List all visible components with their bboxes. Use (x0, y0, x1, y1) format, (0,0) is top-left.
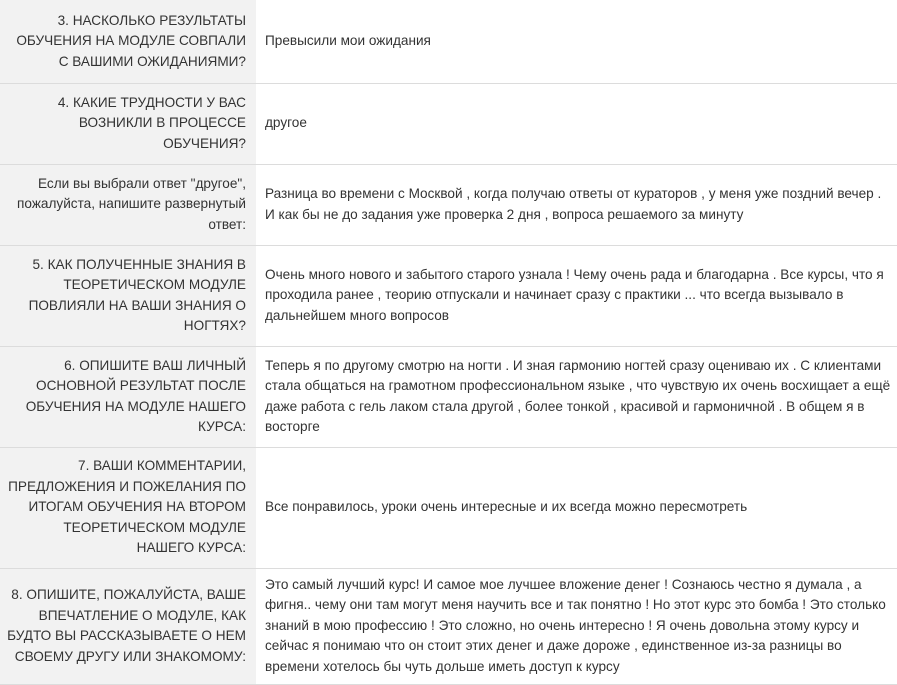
question-cell: 4. КАКИЕ ТРУДНОСТИ У ВАС ВОЗНИКЛИ В ПРОЦЕССЕ ОБУЧЕНИЯ? (0, 83, 256, 164)
question-cell: 3. НАСКОЛЬКО РЕЗУЛЬТАТЫ ОБУЧЕНИЯ НА МОДУЛЕ СОВПАЛИ С ВАШИМИ ОЖИДАНИЯМИ? (0, 0, 256, 83)
table-row (0, 346, 897, 447)
table-row (0, 245, 897, 346)
table-row (0, 568, 897, 684)
answer-cell: Это самый лучший курс! И самое мое лучшее вложение денег ! Сознаюсь честно я думала , а фигня.. чему они там могут меня научить все и так понятно ! Но этот курс это бомба ! Это столько знаний в мою профессию ! Это сложно, но очень интересно ! Я очень довольна этому курсу и сейчас я понимаю что он стоит этих денег и даже дороже , единственное из-за разницы во времени хотелось бы чуть дольше иметь доступ к курсу (256, 568, 897, 684)
answer-cell: другое (256, 83, 897, 164)
question-cell: 5. КАК ПОЛУЧЕННЫЕ ЗНАНИЯ В ТЕОРЕТИЧЕСКОМ МОДУЛЕ ПОВЛИЯЛИ НА ВАШИ ЗНАНИЯ О НОГТЯХ? (0, 245, 256, 346)
table-row (0, 164, 897, 245)
question-cell: 7. ВАШИ КОММЕНТАРИИ, ПРЕДЛОЖЕНИЯ И ПОЖЕЛАНИЯ ПО ИТОГАМ ОБУЧЕНИЯ НА ВТОРОМ ТЕОРЕТИЧЕСКОМ МОДУЛЕ НАШЕГО КУРСА: (0, 447, 256, 568)
table-row (0, 447, 897, 568)
answer-cell: Теперь я по другому смотрю на ногти . И зная гармонию ногтей сразу оцениваю их . С клиентами стала общаться на грамотном профессиональном языке , что чувствую их очень восхищает а ещё даже работа с гель лаком стала другой , более тонкой , красивой и гармоничной . В общем я в восторге (256, 346, 897, 447)
table-row (0, 83, 897, 164)
answer-cell: Превысили мои ожидания (256, 0, 897, 83)
question-cell: Если вы выбрали ответ "другое", пожалуйста, напишите развернутый ответ: (0, 164, 256, 245)
question-cell: 8. ОПИШИТЕ, ПОЖАЛУЙСТА, ВАШЕ ВПЕЧАТЛЕНИЕ О МОДУЛЕ, КАК БУДТО ВЫ РАССКАЗЫВАЕТЕ О НЕМ СВОЕМУ ДРУГУ ИЛИ ЗНАКОМОМУ: (0, 568, 256, 684)
question-cell: 6. ОПИШИТЕ ВАШ ЛИЧНЫЙ ОСНОВНОЙ РЕЗУЛЬТАТ ПОСЛЕ ОБУЧЕНИЯ НА МОДУЛЕ НАШЕГО КУРСА: (0, 346, 256, 447)
answer-cell: Все понравилось, уроки очень интересные и их всегда можно пересмотреть (256, 447, 897, 568)
answer-cell: Очень много нового и забытого старого узнала ! Чему очень рада и благодарна . Все курсы, что я проходила ранее , теорию отпускали и начинает сразу с практики ... что всегда вызывало в дальнейшем много вопросов (256, 245, 897, 346)
answer-cell: Разница во времени с Москвой , когда получаю ответы от кураторов , у меня уже поздний вечер . И как бы не до задания уже проверка 2 дня , вопроса решаемого за минуту (256, 164, 897, 245)
table-row (0, 0, 897, 83)
